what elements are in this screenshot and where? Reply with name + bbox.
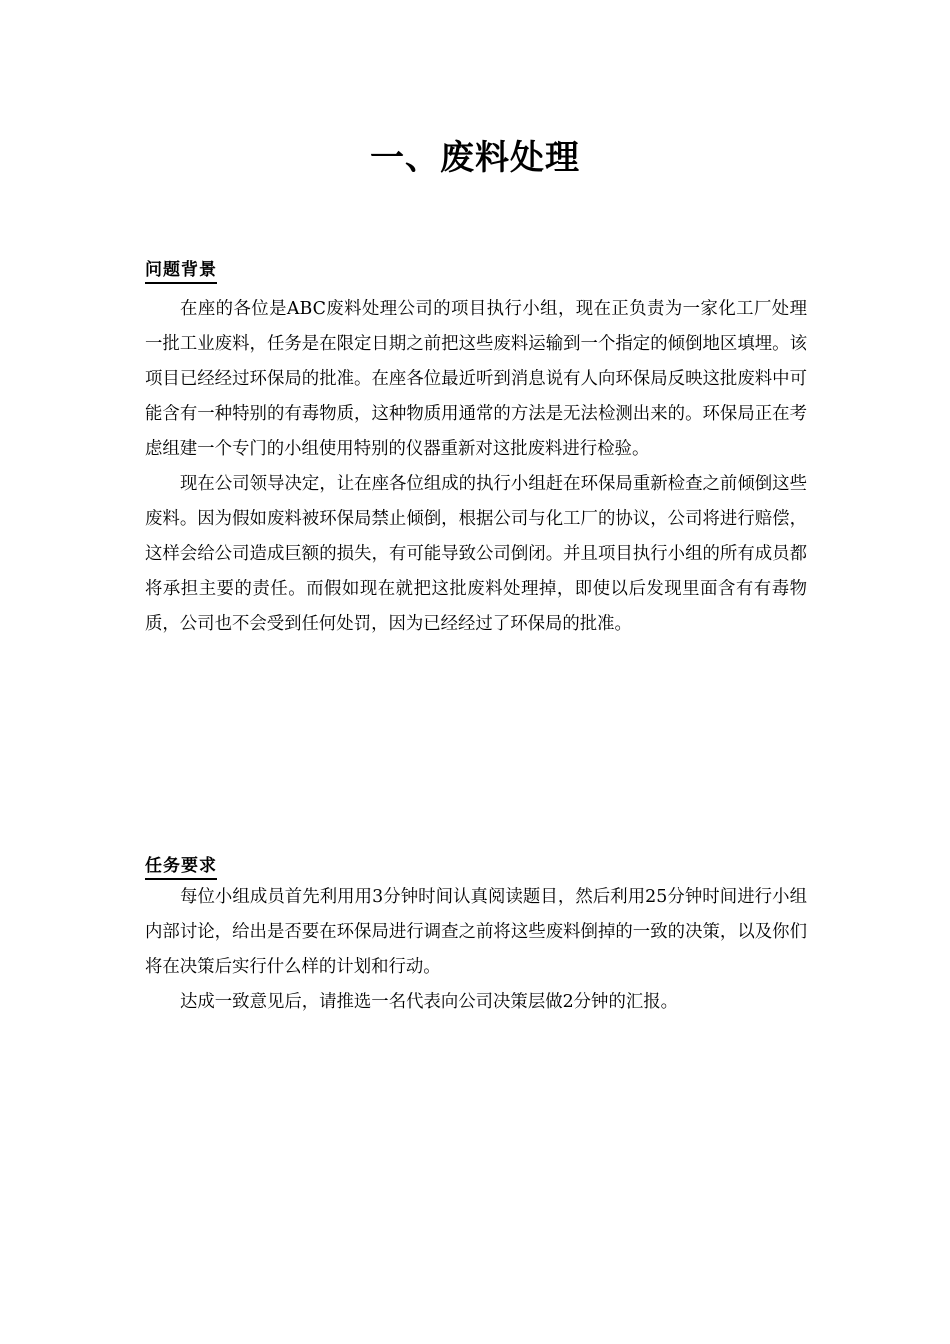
section-body-background	[145, 292, 807, 642]
page-title: 一、废料处理	[370, 138, 580, 178]
paragraph: 达成一致意见后，请推选一名代表向公司决策层做2分钟的汇报。	[180, 992, 679, 1012]
section-heading-task: 任务要求	[145, 856, 217, 880]
paragraph: 每位小组成员首先利用用3分钟时间认真阅读题目，然后利用25分钟时间进行小组内部讨论，给出是否要在环保局进行调查之前将这些废料倒掉的一致的决策，以及你们将在决策后实行什么样的计划和行动。	[145, 887, 807, 977]
paragraph: 现在公司领导决定，让在座各位组成的执行小组赶在环保局重新检查之前倾倒这些废料。因为假如废料被环保局禁止倾倒，根据公司与化工厂的协议，公司将进行赔偿，这样会给公司造成巨额的损失，有可能导致公司倒闭。并且项目执行小组的所有成员都将承担主要的责任。而假如现在就把这批废料处理掉，即使以后发现里面含有有毒物质，公司也不会受到任何处罚，因为已经经过了环保局的批准。	[145, 474, 807, 634]
section-heading-background: 问题背景	[145, 260, 217, 284]
section-body-task	[145, 880, 807, 1020]
paragraph: 在座的各位是ABC废料处理公司的项目执行小组，现在正负责为一家化工厂处理一批工业废料，任务是在限定日期之前把这些废料运输到一个指定的倾倒地区填埋。该项目已经经过环保局的批准。在座各位最近听到消息说有人向环保局反映这批废料中可能含有一种特别的有毒物质，这种物质用通常的方法是无法检测出来的。环保局正在考虑组建一个专门的小组使用特别的仪器重新对这批废料进行检验。	[145, 299, 807, 459]
